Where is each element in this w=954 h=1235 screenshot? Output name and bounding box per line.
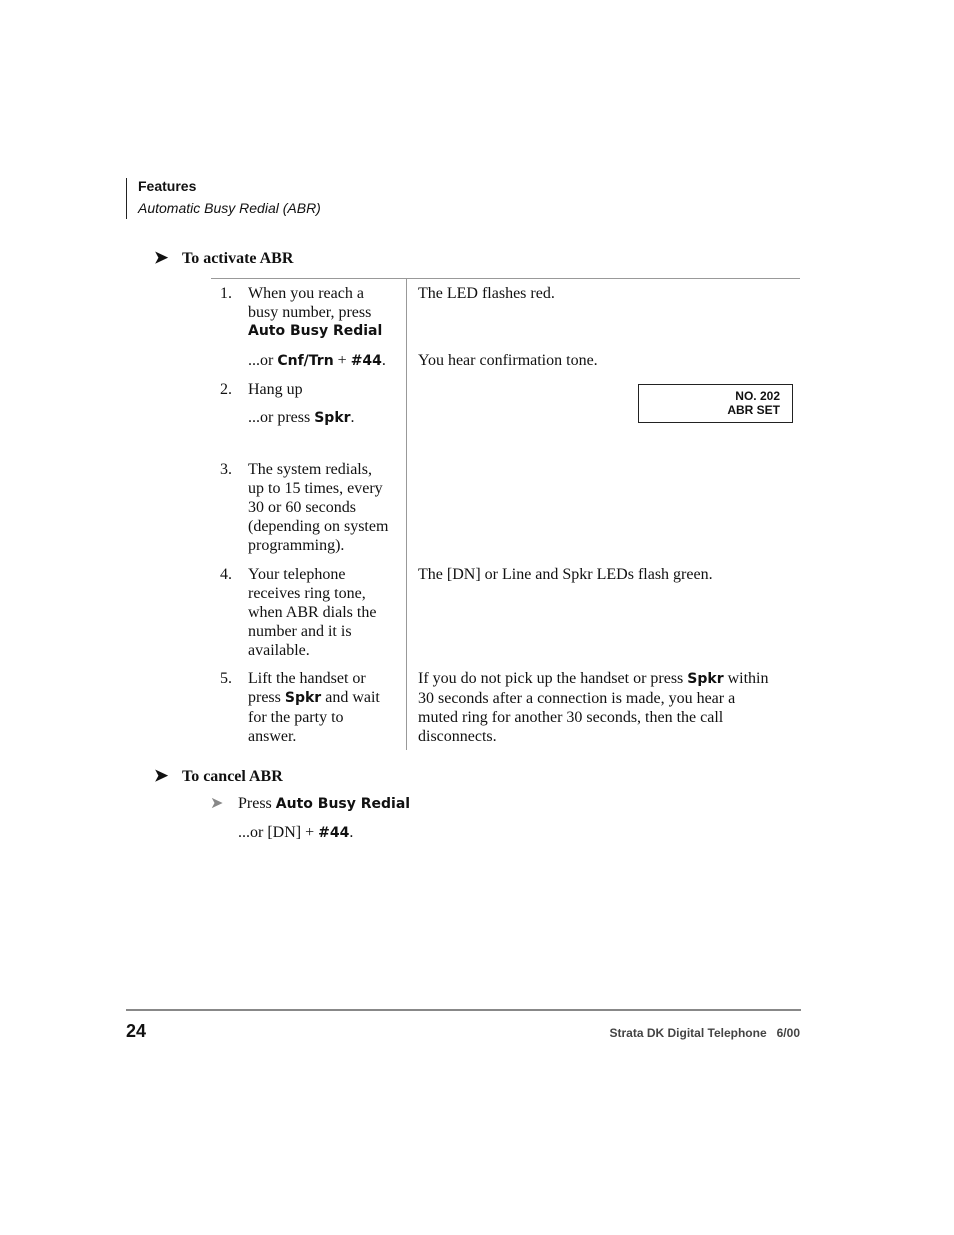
step-5-result: If you do not pick up the handset or press Spkr within 30 seconds after a connection is made, you hear a muted ring for another 30 seconds, then the call disconnects.: [418, 670, 769, 745]
step-4-text: Your telephone receives ring tone, when ABR dials the number and it is available.: [248, 566, 377, 659]
step-number: 3.: [220, 461, 232, 478]
activate-heading: ➤ To activate ABR: [154, 248, 294, 267]
key-cnf-trn: Cnf/Trn: [277, 353, 334, 369]
footer-doc-title: Strata DK Digital Telephone 6/00: [609, 1026, 800, 1040]
step-5-text: Lift the handset or press Spkr and wait for the party to answer.: [248, 670, 380, 745]
lcd-line-2: ABR SET: [727, 403, 780, 417]
arrow-icon: ➤: [154, 248, 169, 267]
step-3-text: The system redials, up to 15 times, every 30 or 60 seconds (depending on system programming).: [248, 461, 389, 554]
step-2-alternative: ...or press Spkr.: [248, 409, 355, 426]
step-2-text: Hang up: [248, 381, 303, 398]
step-number: 2.: [220, 381, 232, 398]
cancel-alternative: ...or [DN] + #44.: [238, 824, 354, 841]
key-spkr: Spkr: [314, 410, 351, 426]
step-1-alternative: ...or Cnf/Trn + #44.: [248, 352, 386, 369]
key-spkr: Spkr: [284, 690, 322, 706]
step-number: 1.: [220, 285, 232, 302]
page-number: 24: [126, 1021, 147, 1041]
arrow-icon: ➤: [154, 766, 169, 785]
key-spkr: Spkr: [687, 671, 724, 687]
cancel-step: ➤ Press Auto Busy Redial: [210, 795, 411, 812]
key-auto-busy-redial: Auto Busy Redial: [275, 796, 411, 812]
step-1-alt-result: You hear confirmation tone.: [418, 352, 598, 369]
key-44: #44: [350, 353, 382, 369]
table-column-divider: [406, 279, 407, 750]
step-4-result: The [DN] or Line and Spkr LEDs flash green.: [418, 566, 713, 583]
step-number: 5.: [220, 670, 232, 687]
sub-arrow-icon: ➤: [210, 795, 224, 812]
key-auto-busy-redial: Auto Busy Redial: [248, 323, 383, 339]
step-number: 4.: [220, 566, 232, 583]
cancel-heading: ➤ To cancel ABR: [154, 766, 283, 785]
step-1-text: When you reach a busy number, press Auto Busy Redial: [248, 284, 400, 341]
lcd-line-1: NO. 202: [735, 389, 780, 403]
key-44: #44: [318, 825, 350, 841]
lcd-display: [638, 384, 793, 423]
section-subtitle: Automatic Busy Redial (ABR): [138, 200, 321, 216]
footer-rule: [126, 1009, 801, 1011]
section-title: Features: [138, 178, 197, 194]
header-bar: [126, 178, 127, 219]
step-1-result: The LED flashes red.: [418, 285, 555, 302]
table-top-rule: [211, 278, 800, 279]
